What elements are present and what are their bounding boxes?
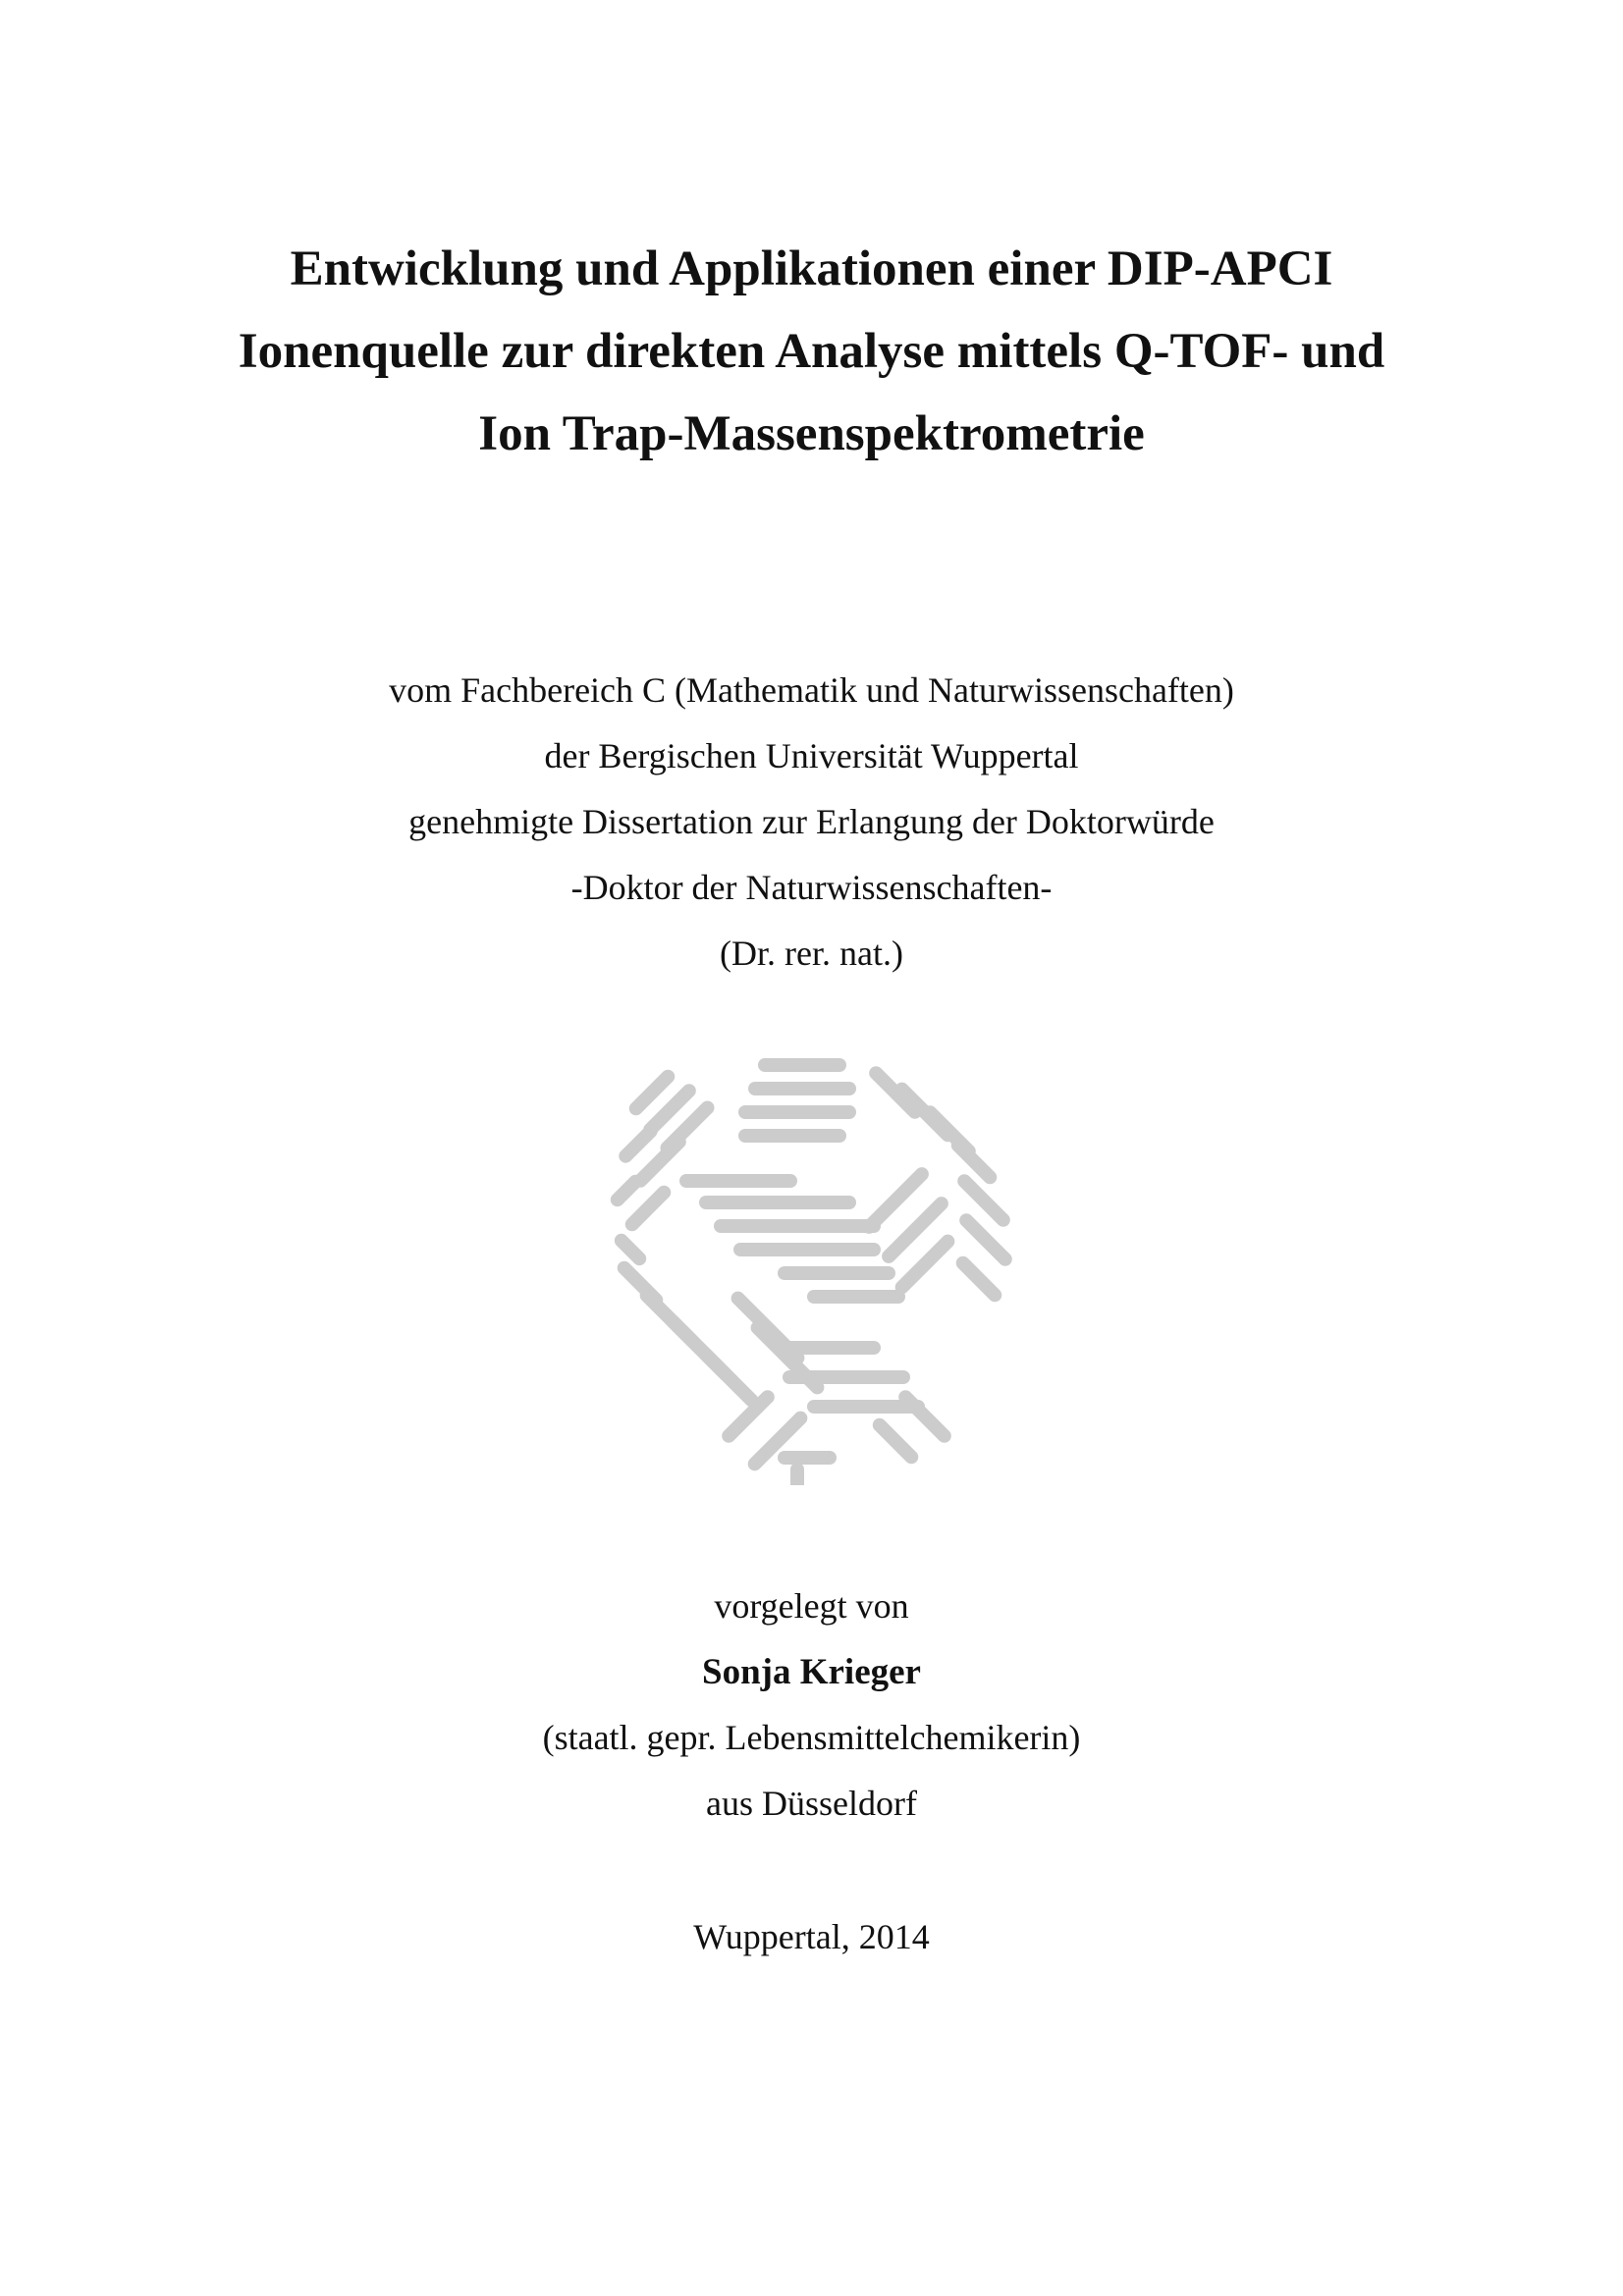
author-name: Sonja Krieger	[702, 1652, 921, 1692]
logo-stripe	[714, 1219, 881, 1233]
logo-stripe	[733, 1243, 881, 1256]
thesis-title-line-1: Entwicklung und Applikationen einer DIP-APCI	[290, 241, 1333, 296]
university-wuppertal-lion-logo-icon	[601, 1053, 1023, 1485]
logo-stripe	[807, 1290, 905, 1304]
place-and-date: Wuppertal, 2014	[693, 1917, 930, 1956]
faculty-line-4: -Doktor der Naturwissenschaften-	[570, 868, 1053, 907]
logo-stripe	[612, 1231, 649, 1268]
thesis-title-line-2: Ionenquelle zur direkten Analyse mittels Q-TOF- und	[238, 324, 1385, 379]
logo-stripe	[699, 1196, 856, 1209]
logo-stripe	[738, 1105, 856, 1119]
presented-by-label: vorgelegt von	[714, 1586, 909, 1626]
logo-stripe	[738, 1129, 846, 1143]
faculty-line-5: (Dr. rer. nat.)	[720, 934, 903, 973]
author-block	[0, 1574, 1623, 1837]
faculty-line-3: genehmigte Dissertation zur Erlangung der Doktorwürde	[408, 802, 1215, 841]
logo-stripe	[790, 1463, 804, 1485]
faculty-line-1: vom Fachbereich C (Mathematik und Naturwissenschaften)	[389, 670, 1234, 710]
logo-stripe	[866, 1063, 924, 1121]
logo-stripe	[778, 1451, 837, 1465]
logo-stripe	[758, 1058, 846, 1072]
faculty-statement	[0, 658, 1623, 987]
author-qualification: (staatl. gepr. Lebensmittelchemikerin)	[542, 1718, 1081, 1757]
logo-stripe	[778, 1266, 895, 1280]
logo-stripe	[783, 1370, 910, 1384]
logo-stripe	[748, 1318, 828, 1398]
logo-stripe	[679, 1174, 797, 1188]
faculty-line-2: der Bergischen Universität Wuppertal	[544, 736, 1079, 775]
thesis-title-line-3: Ion Trap-Massenspektrometrie	[478, 406, 1145, 461]
author-origin: aus Düsseldorf	[706, 1784, 917, 1823]
logo-stripe	[729, 1289, 808, 1368]
logo-stripe	[748, 1082, 856, 1095]
logo-stripe	[895, 1387, 953, 1445]
logo-stripe	[696, 1345, 761, 1410]
logo-stripe	[870, 1415, 921, 1467]
logo-stripe	[608, 1172, 645, 1209]
thesis-title	[0, 228, 1623, 475]
logo-stripe	[953, 1254, 1004, 1305]
logo-stripe	[773, 1341, 881, 1355]
logo-stripe	[948, 1136, 1000, 1187]
